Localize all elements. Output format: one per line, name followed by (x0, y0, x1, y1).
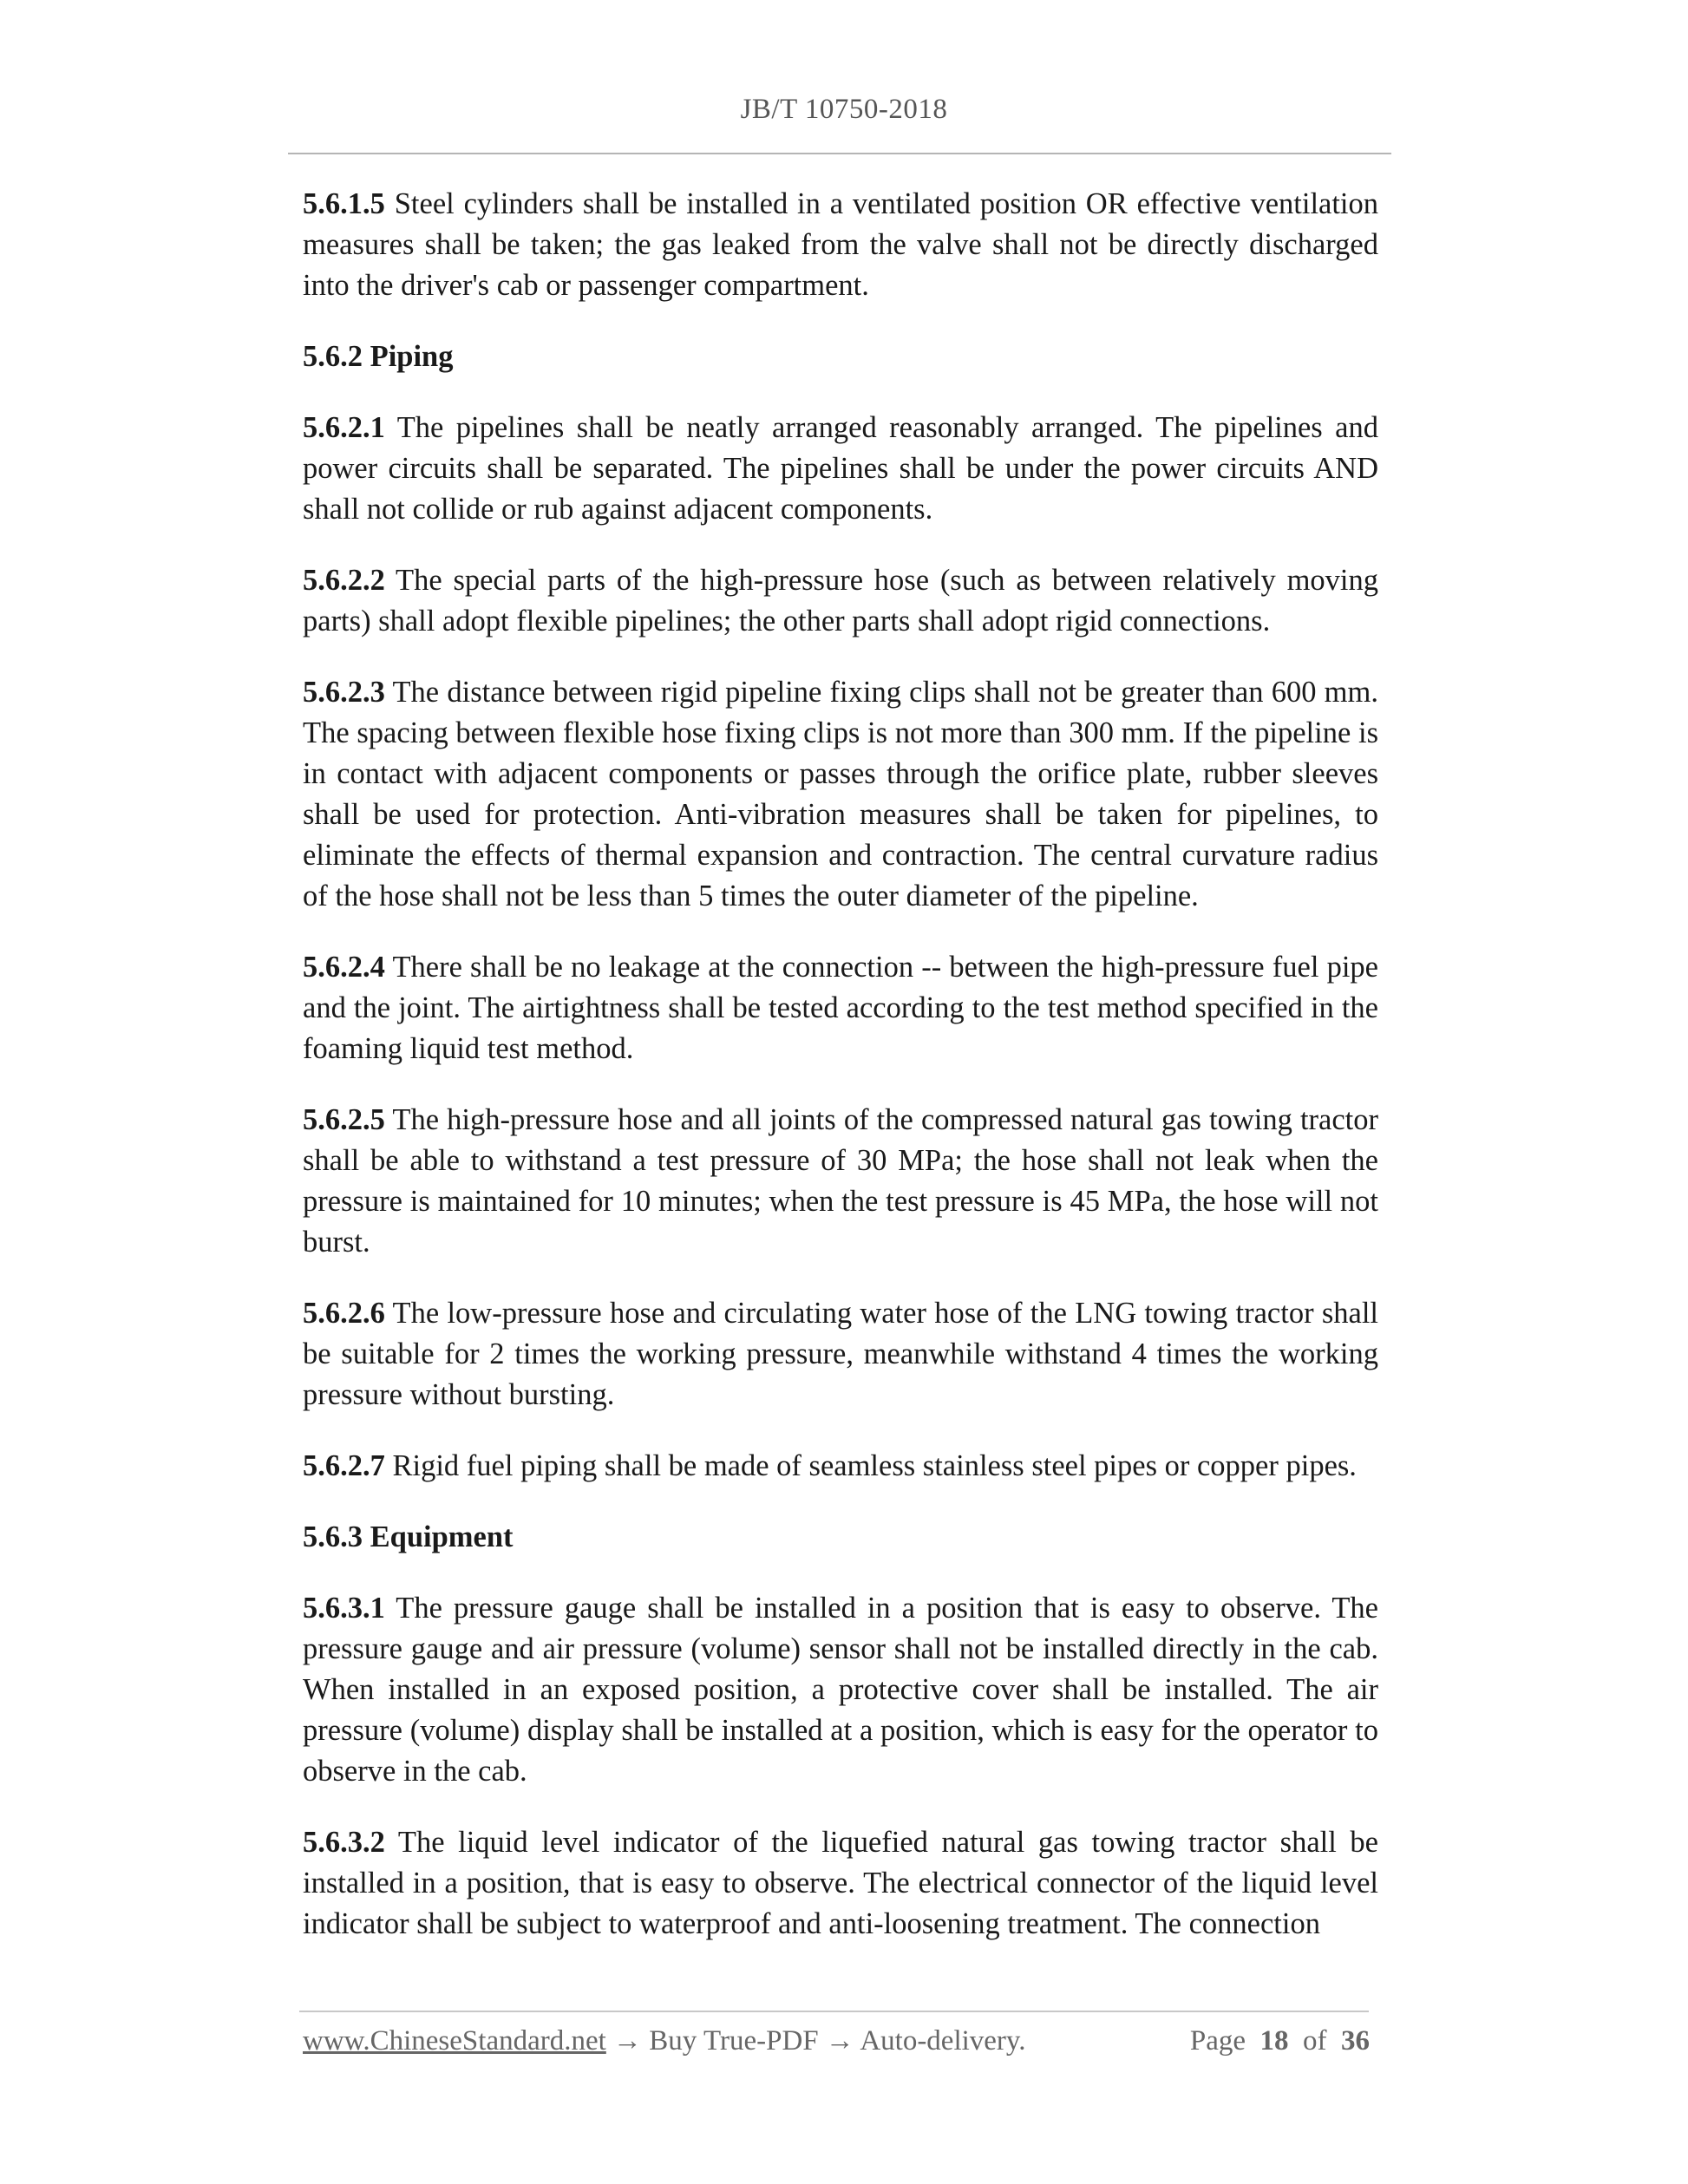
page-label: Page (1189, 2025, 1246, 2056)
arrow-right-icon: → (613, 2025, 643, 2056)
clause-5-6-2-3 (303, 672, 1378, 917)
clause-number: 5.6.1.5 (303, 187, 385, 220)
total-pages: 36 (1341, 2025, 1370, 2056)
clause-text: The pipelines shall be neatly arranged reasonably arranged. The pipelines and power circuits shall be separated. The pipelines shall be under the power circuits AND shall not collide or rub against adjacent components. (303, 411, 1378, 526)
current-page: 18 (1259, 2025, 1289, 2056)
footer-divider (299, 2011, 1369, 2012)
clause-number: 5.6.2.2 (303, 564, 385, 597)
clause-5-6-1-5 (303, 184, 1378, 306)
clause-number: 5.6.2.6 (303, 1297, 385, 1330)
header-divider (288, 153, 1391, 154)
document-id-header: JB/T 10750-2018 (740, 94, 948, 125)
clause-number: 5.6.3.1 (303, 1592, 385, 1625)
footer-promo (303, 2025, 1026, 2057)
clause-5-6-2-7 (303, 1446, 1378, 1487)
clause-number: 5.6.2.1 (303, 411, 385, 444)
clause-text: Rigid fuel piping shall be made of seamless stainless steel pipes or copper pipes. (392, 1449, 1357, 1482)
clause-number: 5.6.3.2 (303, 1826, 385, 1859)
auto-delivery-text: Auto-delivery. (860, 2025, 1026, 2056)
clause-5-6-2-5 (303, 1100, 1378, 1263)
document-body (303, 184, 1378, 1975)
clause-text: The low-pressure hose and circulating water hose of the LNG towing tractor shall be suitable for 2 times the working pressure, meanwhile withstand 4 times the working pressure without bursting. (303, 1297, 1378, 1411)
clause-text: The high-pressure hose and all joints of the compressed natural gas towing tractor shall be able to withstand a test pressure of 30 MPa; the hose shall not leak when the pressure is maintained for 10 minutes; when the test pressure is 45 MPa, the hose will not burst. (303, 1103, 1378, 1259)
clause-number: 5.6.2.7 (303, 1449, 385, 1482)
clause-5-6-3-1 (303, 1588, 1378, 1792)
clause-5-6-2-1 (303, 408, 1378, 530)
clause-text: The distance between rigid pipeline fixing clips shall not be greater than 600 mm. The spacing between flexible hose fixing clips is not more than 300 mm. If the pipeline is in contact with adjacent components or passes through the orifice plate, rubber sleeves shall be used for protection. Anti-vibration measures shall be taken for pipelines, to eliminate the effects of thermal expansion and contraction. The central curvature radius of the hose shall not be less than 5 times the outer diameter of the pipeline. (303, 676, 1378, 912)
section-heading-piping: 5.6.2 Piping (303, 340, 454, 373)
website-link[interactable]: www.ChineseStandard.net (303, 2025, 606, 2056)
clause-text: There shall be no leakage at the connection -- between the high-pressure fuel pipe and the joint. The airtightness shall be tested according to the test method specified in the foaming liquid test method. (303, 951, 1378, 1065)
clause-text: The special parts of the high-pressure hose (such as between relatively moving parts) shall adopt flexible pipelines; the other parts shall adopt rigid connections. (303, 564, 1378, 638)
of-label: of (1303, 2025, 1327, 2056)
clause-number: 5.6.2.4 (303, 951, 385, 984)
clause-text: Steel cylinders shall be installed in a ventilated position OR effective ventilation measures shall be taken; the gas leaked from the valve shall not be directly discharged into the driver's cab or passenger compartment. (303, 187, 1379, 302)
clause-text: The liquid level indicator of the liquefied natural gas towing tractor shall be installed in a position, that is easy to observe. The electrical connector of the liquid level indicator shall be subject to waterproof and anti-loosening treatment. The connection (303, 1826, 1378, 1940)
clause-5-6-3-2 (303, 1822, 1378, 1945)
clause-5-6-2-2 (303, 560, 1378, 642)
section-heading-equipment: 5.6.3 Equipment (303, 1520, 514, 1553)
clause-number: 5.6.2.3 (303, 676, 385, 709)
clause-5-6-2-4 (303, 947, 1378, 1069)
arrow-right-icon: → (825, 2025, 854, 2056)
clause-number: 5.6.2.5 (303, 1103, 385, 1136)
clause-text: The pressure gauge shall be installed in a position that is easy to observe. The pressure gauge and air pressure (volume) sensor shall not be installed directly in the cab. When installed in an exposed position, a protective cover shall be installed. The air pressure (volume) display shall be installed at a position, which is easy for the operator to observe in the cab. (303, 1592, 1378, 1788)
page-number (1190, 2025, 1370, 2057)
clause-5-6-2-6 (303, 1293, 1378, 1416)
buy-pdf-text: Buy True-PDF (649, 2025, 819, 2056)
page-footer (303, 2025, 1370, 2069)
